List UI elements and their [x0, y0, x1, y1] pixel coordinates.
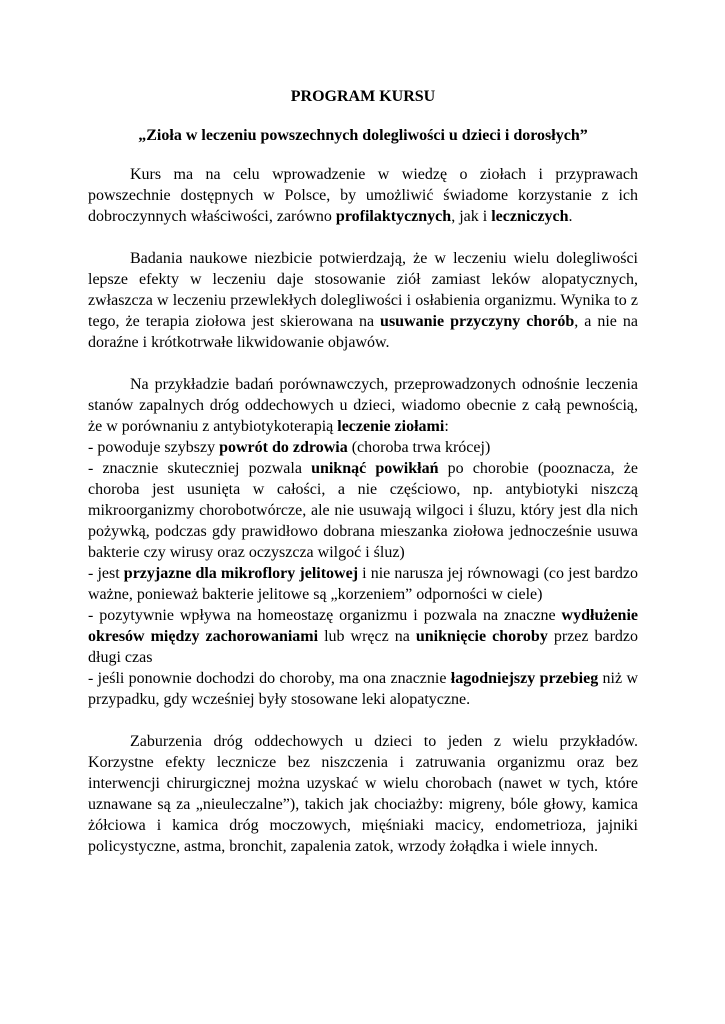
text-run: po chorobie (pooznacza, że choroba jest usunięta w całości, a nie częściowo, np. antybiotyki niszczą mikroorganizmy chorobotwórcze, ale nie usuwają wilgoci i śluzu, który jest dla nich pożywką, podczas gdy prawidłowo dobrana mieszanka ziołowa jednocześnie usuwa bakterie czy wirusy oraz oczyszcza wilgoć i śluz) — [88, 460, 639, 561]
list-item — [88, 605, 638, 668]
bold-phrase: uniknąć powikłań — [311, 460, 439, 477]
text-run: Na przykładzie badań porównawczych, przeprowadzonych odnośnie leczenia stanów zapalnych dróg oddechowych u dzieci, wiadomo obecnie z całą pewnością, że w porównaniu z antybiotykoterapią — [88, 376, 638, 435]
bold-phrase: łagodniejszy przebieg — [450, 670, 599, 687]
paragraph-research — [88, 248, 638, 353]
text-run: lub wręcz na — [318, 628, 416, 645]
text-run: , a nie na doraźne i krótkotrwałe likwidowanie objawów. — [88, 313, 638, 351]
list-item — [88, 437, 638, 458]
paragraph-comparison — [88, 374, 638, 437]
bold-phrase: profilaktycznych — [335, 208, 452, 225]
text-run: - jest — [88, 565, 124, 582]
paragraph-intro — [88, 164, 638, 227]
list-item — [88, 563, 638, 605]
text-run: Badania naukowe niezbicie potwierdzają, że w leczeniu wielu dolegliwości lepsze efekty w leczeniu daje stosowanie ziół zamiast leków alopatycznych, zwłaszcza w leczeniu przewlekłych dolegliwości i osłabienia organizmu. Wynika to z tego, że terapia ziołowa jest skierowana na — [88, 250, 638, 330]
bold-phrase: usuwanie przyczyny chorób — [380, 313, 575, 330]
text-run: - znacznie skuteczniej pozwala — [88, 460, 312, 477]
bold-phrase: leczniczych — [491, 208, 569, 225]
text-run: Kurs ma na celu wprowadzenie w wiedzę o ziołach i przyprawach powszechnie dostępnych w Polsce, by umożliwić świadome korzystanie z ich dobroczynnych właściwości, zarówno — [88, 166, 638, 225]
text-run: : — [444, 418, 449, 435]
paragraph-conclusion: Zaburzenia dróg oddechowych u dzieci to jeden z wielu przykładów. Korzystne efekty lecznicze bez niszczenia i zatruwania organizmu oraz bez interwencji chirurgicznej można uzyskać w wielu chorobach (nawet w tych, które uznawane są za „nieuleczalne”), takich jak chociażby: migreny, bóle głowy, kamica żółciowa i kamica dróg moczowych, mięśniaki macicy, endometrioza, jajniki policystyczne, astma, bronchit, zapalenia zatok, wrzody żołądka i wiele innych. — [88, 733, 638, 855]
bold-phrase: uniknięcie choroby — [415, 628, 548, 645]
bold-phrase: przyjazne dla mikroflory jelitowej — [123, 565, 359, 582]
text-run: . — [568, 208, 573, 225]
document-page — [88, 86, 638, 878]
text-run: , jak i — [451, 208, 492, 225]
bold-phrase: leczenie ziołami — [337, 418, 445, 435]
bold-phrase: powrót do zdrowia — [219, 439, 348, 456]
document-subtitle: „Zioła w leczeniu powszechnych dolegliwości u dzieci i dorosłych” — [138, 127, 588, 144]
text-run: i nie narusza jej równowagi (co jest bardzo ważne, ponieważ bakterie jelitowe są „korzeniem” odporności w ciele) — [88, 565, 639, 603]
text-run: niż w przypadku, gdy wcześniej były stosowane leki alopatyczne. — [88, 670, 638, 708]
text-run: (choroba trwa krócej) — [347, 439, 491, 456]
text-run: - jeśli ponownie dochodzi do choroby, ma ona znacznie — [88, 670, 451, 687]
text-run: - powoduje szybszy — [88, 439, 220, 456]
document-title: PROGRAM KURSU — [290, 88, 436, 105]
text-run: przez bardzo długi czas — [88, 628, 639, 666]
benefits-list — [88, 437, 638, 710]
list-item — [88, 458, 638, 563]
text-run: - pozytywnie wpływa na homeostazę organizmu i pozwala na znaczne — [88, 607, 562, 624]
bold-phrase: wydłużenie okresów między zachorowaniami — [88, 607, 638, 645]
list-item — [88, 668, 638, 710]
